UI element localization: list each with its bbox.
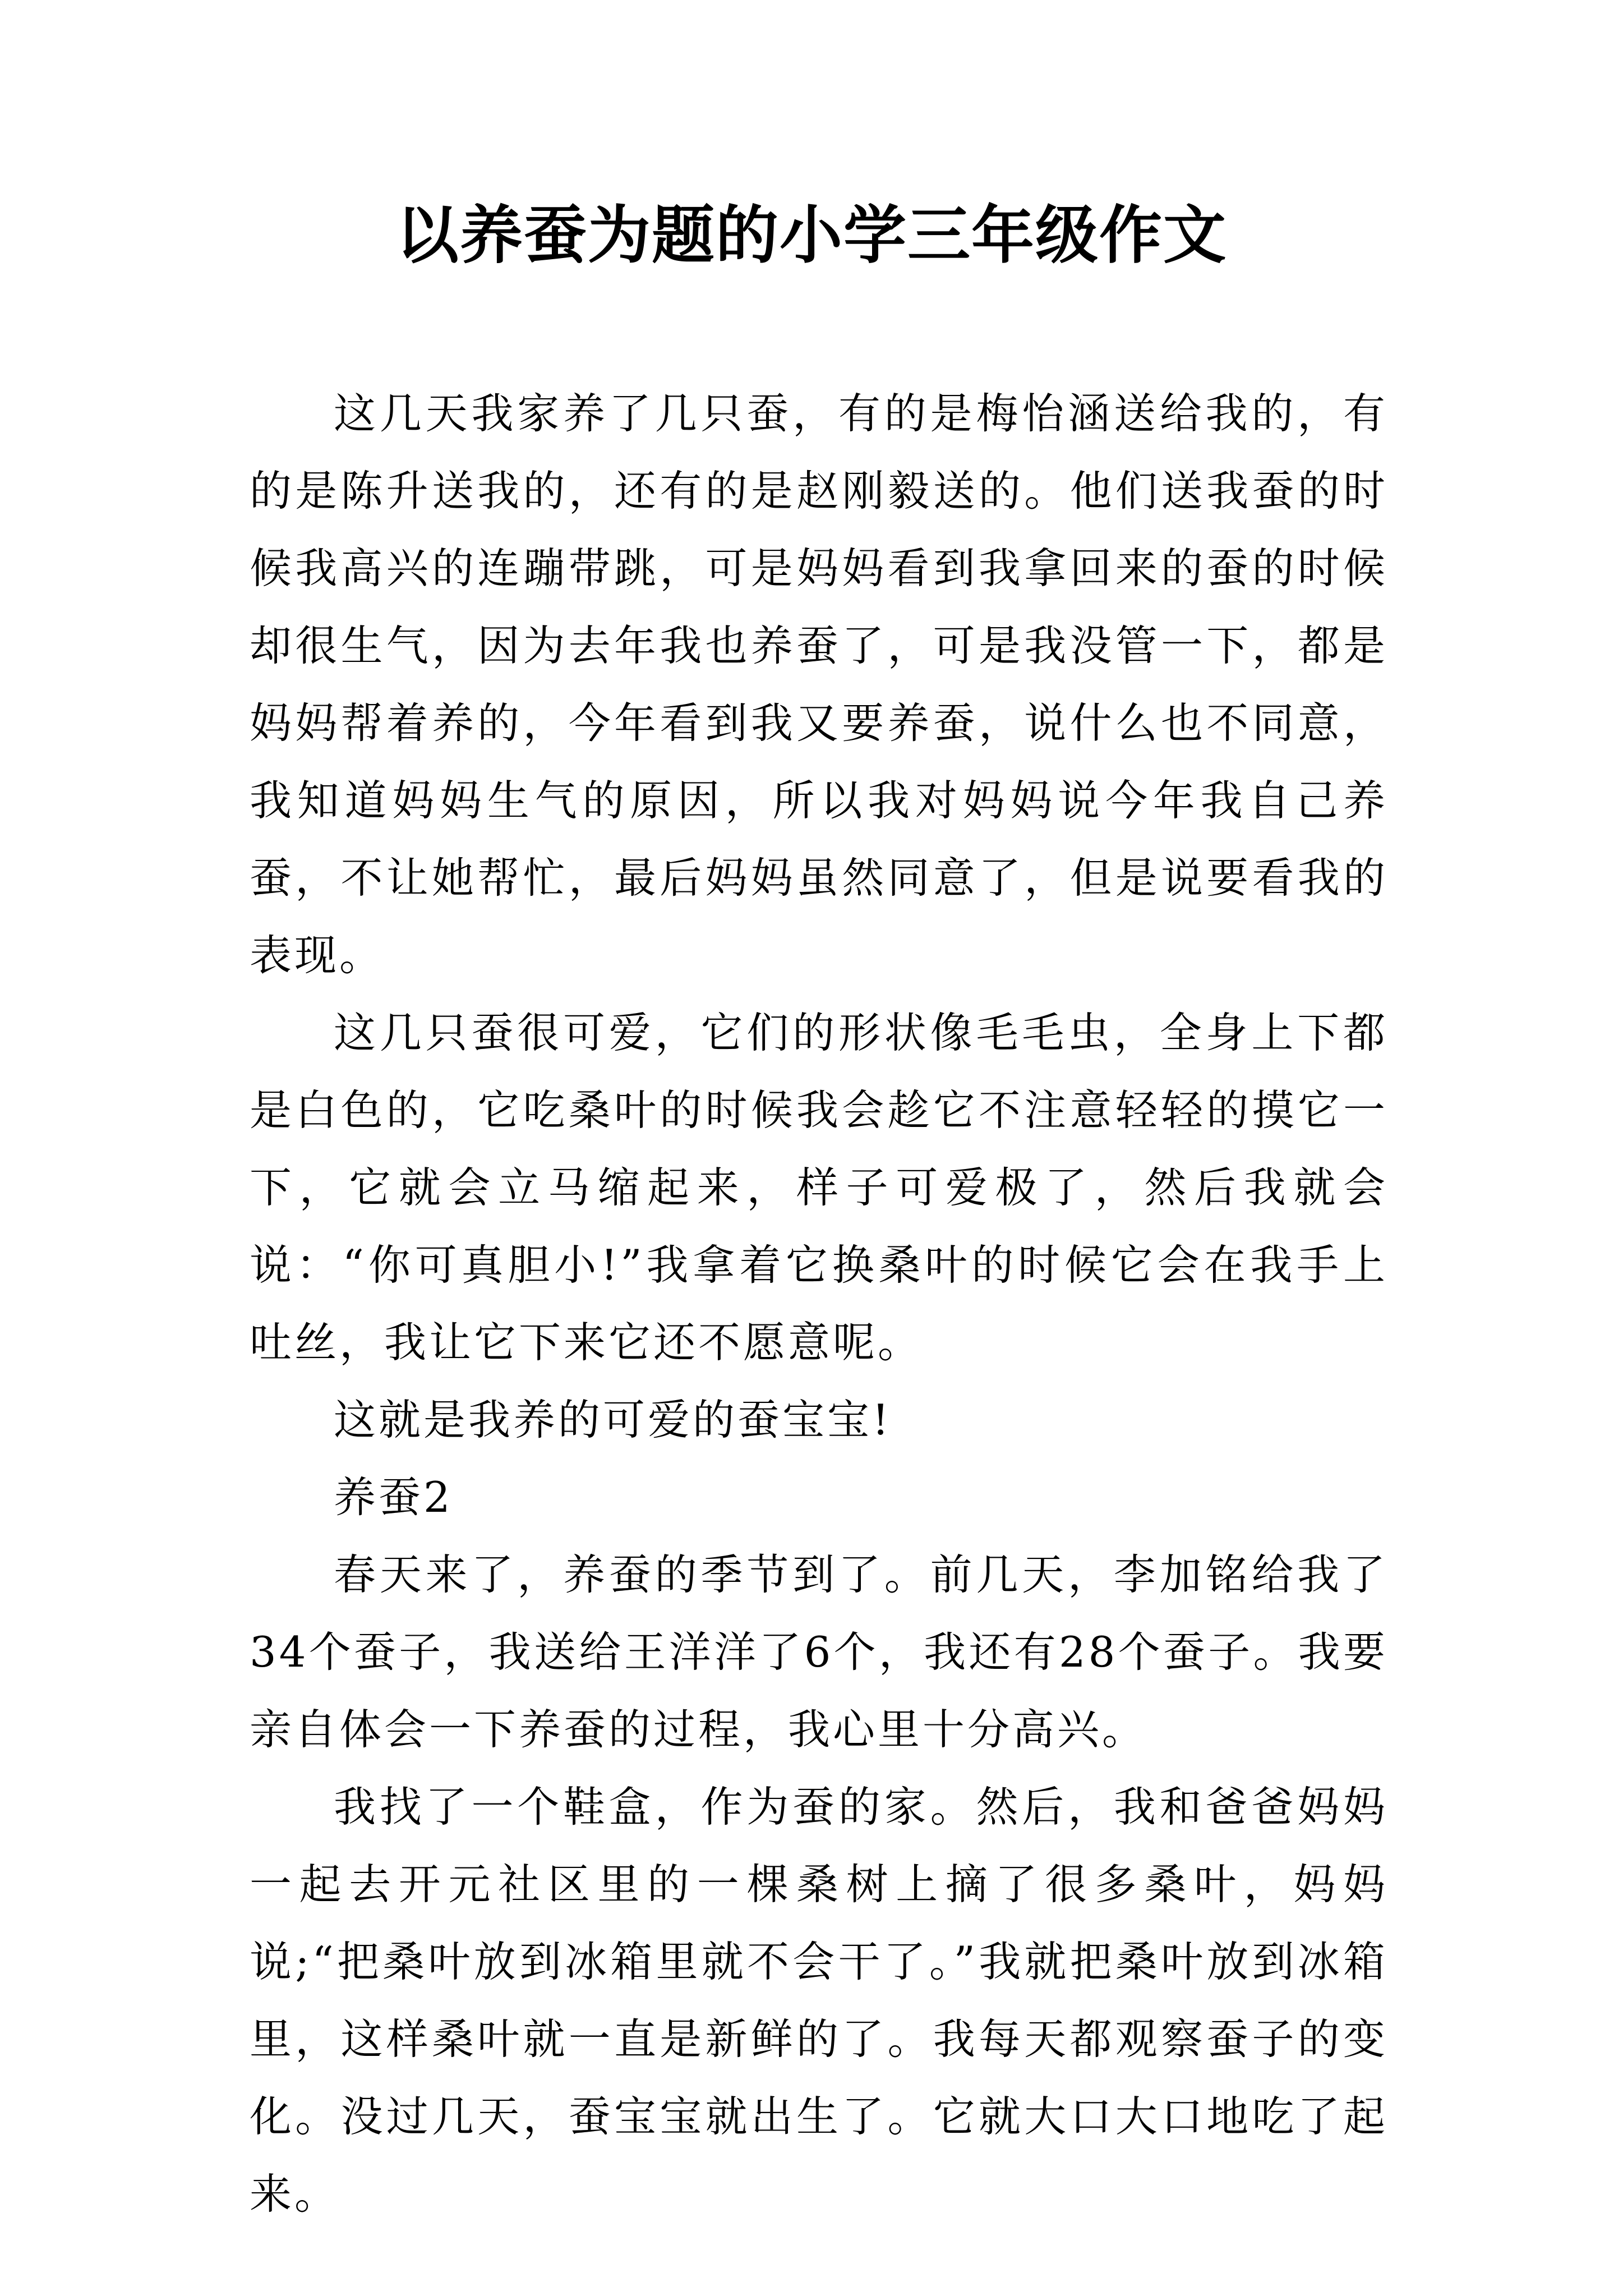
section-heading: 养蚕2 bbox=[334, 1473, 453, 1522]
paragraph-3: 这就是我养的可爱的蚕宝宝! bbox=[334, 1395, 892, 1444]
paragraph-5: 我找了一个鞋盒，作为蚕的家。然后，我和爸爸妈妈一起去开元社区里的一棵桑树上摘了很多桑叶，妈妈说;“把桑叶放到冰箱里就不会干了。”我就把桑叶放到冰箱里，这样桑叶就一直是新鲜的了。我每天都观察蚕子的变化。没过几天，蚕宝宝就出生了。它就大口大口地吃了起来。 bbox=[250, 1782, 1388, 2219]
document-body bbox=[250, 375, 1388, 2233]
paragraph-4: 春天来了，养蚕的季节到了。前几天，李加铭给我了34个蚕子，我送给王洋洋了6个，我还有28个蚕子。我要亲自体会一下养蚕的过程，我心里十分高兴。 bbox=[250, 1550, 1388, 1754]
document-title: 以养蚕为题的小学三年级作文 bbox=[396, 199, 1227, 272]
paragraph-1: 这几天我家养了几只蚕，有的是梅怡涵送给我的，有的是陈升送我的，还有的是赵刚毅送的。他们送我蚕的时候我高兴的连蹦带跳，可是妈妈看到我拿回来的蚕的时候却很生气，因为去年我也养蚕了，可是我没管一下，都是妈妈帮着养的，今年看到我又要养蚕，说什么也不同意，我知道妈妈生气的原因，所以我对妈妈说今年我自己养蚕，不让她帮忙，最后妈妈虽然同意了，但是说要看我的表现。 bbox=[250, 389, 1388, 980]
paragraph-2: 这几只蚕很可爱，它们的形状像毛毛虫，全身上下都是白色的，它吃桑叶的时候我会趁它不注意轻轻的摸它一下，它就会立马缩起来，样子可爱极了，然后我就会说：“你可真胆小!”我拿着它换桑叶的时候它会在我手上吐丝，我让它下来它还不愿意呢。 bbox=[250, 1008, 1388, 1367]
